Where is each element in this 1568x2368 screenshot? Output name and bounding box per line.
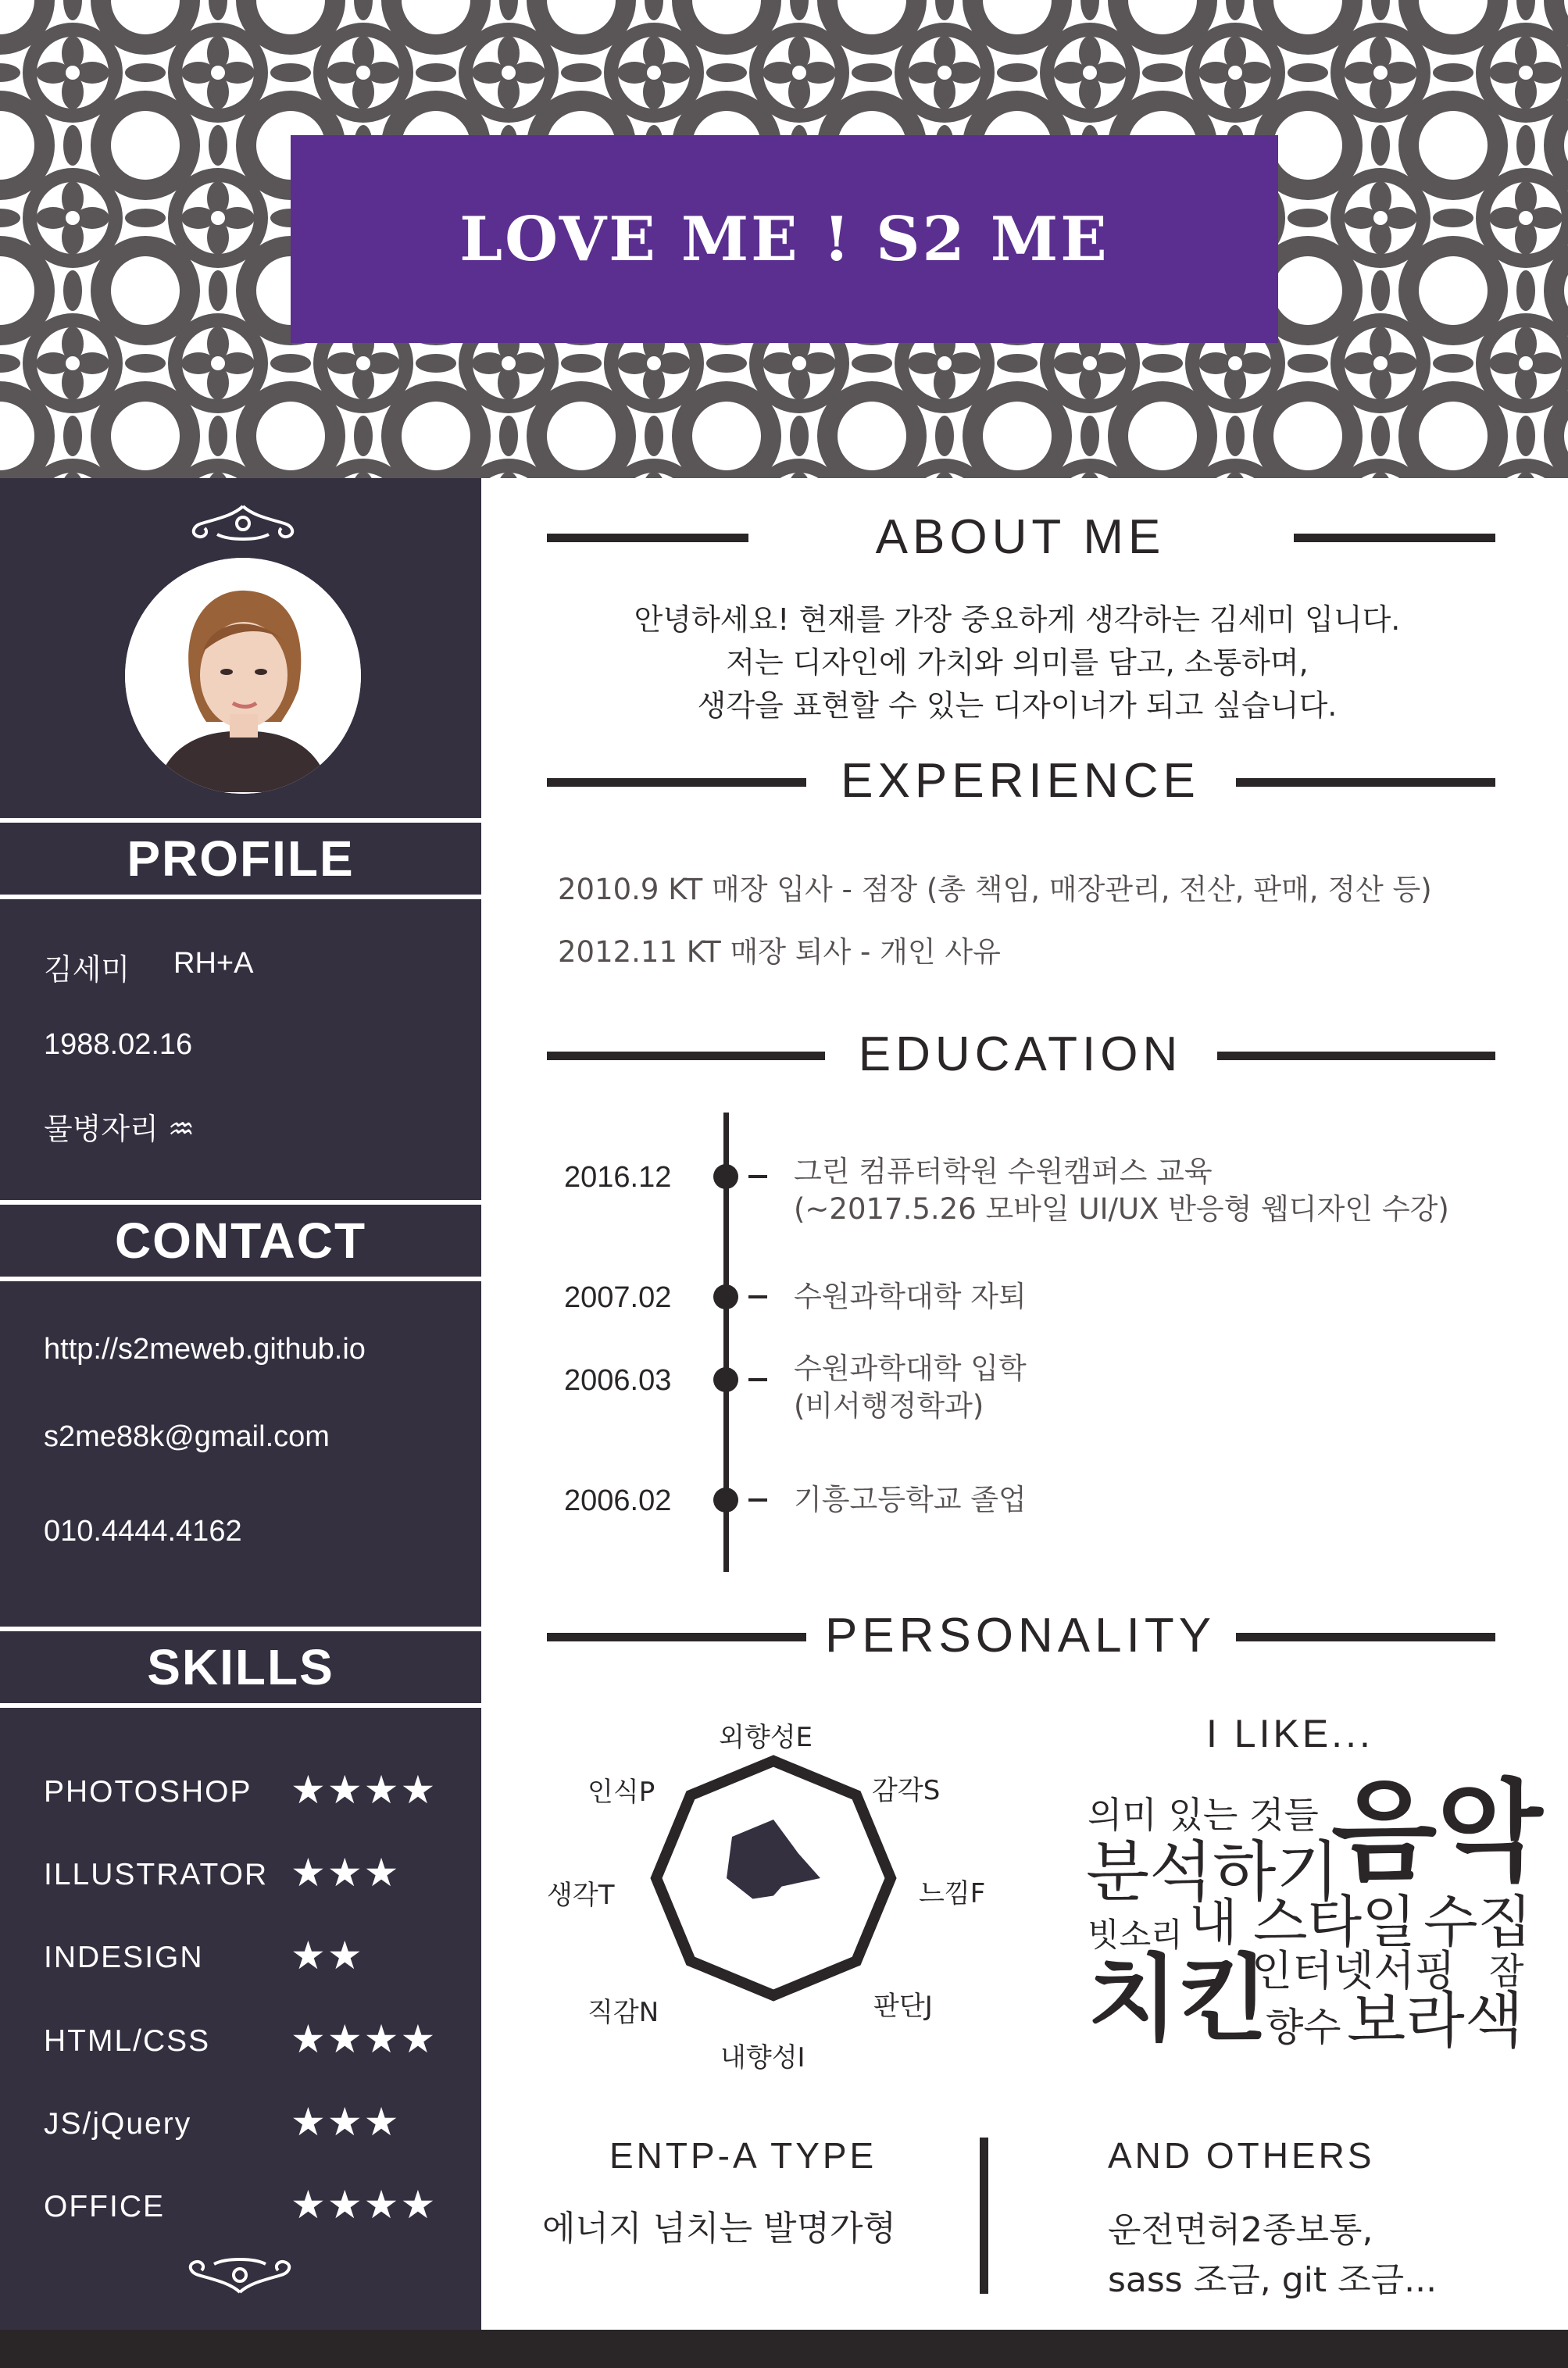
skill-name: JS/jQuery (44, 2107, 192, 2141)
contact-email[interactable]: s2me88k@gmail.com (44, 1420, 330, 1453)
radar-label: 인식P (588, 1777, 655, 1808)
education-date: 2016.12 (564, 1161, 672, 1194)
word-cloud-item: 스타일 (1253, 1889, 1416, 1955)
ornament-bottom-icon (183, 2255, 297, 2298)
profile-heading-bar (0, 818, 481, 899)
timeline-dash (748, 1175, 767, 1178)
skill-name: ILLUSTRATOR (44, 1858, 269, 1891)
section-rule (547, 1052, 825, 1060)
section-rule (1236, 1633, 1495, 1641)
education-desc-line: 수원과학대학 자퇴 (794, 1280, 1027, 1313)
skill-stars: ★★ (291, 1933, 364, 1978)
experience-item: 2012.11 KT 매장 퇴사 - 개인 사유 (558, 935, 1001, 969)
word-cloud-item: 인터넷서핑 (1252, 1946, 1455, 1995)
timeline-dash (748, 1498, 767, 1502)
experience-heading: EXPERIENCE (841, 754, 1200, 808)
contact-website[interactable]: http://s2meweb.github.io (44, 1333, 366, 1366)
type-heading: ENTP-A TYPE (609, 2135, 877, 2176)
skill-name: INDESIGN (44, 1941, 204, 1974)
section-rule (1217, 1052, 1495, 1060)
timeline-dot (713, 1367, 738, 1392)
radar-label: 생각T (547, 1880, 615, 1911)
timeline-dash (748, 1378, 767, 1381)
title-banner (291, 135, 1278, 343)
education-desc (794, 1278, 1027, 1316)
timeline-dash (748, 1295, 767, 1298)
skill-stars: ★★★★ (291, 1767, 438, 1813)
education-date: 2007.02 (564, 1281, 672, 1314)
profile-photo (125, 558, 361, 794)
others-line: 운전면허2종보통, (1108, 2210, 1373, 2250)
education-desc-line: 그린 컴퓨터학원 수원캠퍼스 교육 (794, 1155, 1213, 1188)
skill-name: OFFICE (44, 2190, 165, 2223)
contact-heading: CONTACT (114, 1213, 367, 1269)
contact-heading-bar (0, 1200, 481, 1281)
radar-area (727, 1820, 820, 1899)
profile-name: 김세미 (44, 952, 130, 987)
word-cloud-item: 보라색 (1347, 1986, 1524, 2056)
word-cloud-item: 향수 (1266, 2005, 1341, 2050)
personality-heading: PERSONALITY (824, 1609, 1216, 1663)
profile-heading: PROFILE (127, 830, 355, 887)
profile-blood-type: RH+A (173, 947, 254, 980)
column-divider (980, 2138, 988, 2294)
radar-label: 느낌F (919, 1878, 986, 1909)
skill-stars: ★★★★ (291, 2016, 438, 2062)
experience-item: 2010.9 KT 매장 입사 - 점장 (총 책임, 매장관리, 전산, 판매, 정산 등) (558, 873, 1432, 906)
profile-birthdate: 1988.02.16 (44, 1028, 193, 1061)
radar-label: 감각S (872, 1775, 941, 1806)
word-cloud-item: 분석하기 (1086, 1834, 1340, 1910)
word-cloud-item: 음악 (1331, 1769, 1543, 1896)
page-title: LOVE ME ! S2 ME (459, 203, 1109, 275)
timeline-dot (713, 1488, 738, 1513)
education-desc-line: (~2017.5.26 모바일 UI/UX 반응형 웹디자인 수강) (794, 1192, 1449, 1226)
timeline-dot (713, 1284, 738, 1309)
personality-radar-chart (641, 1745, 906, 2011)
footer-bar (0, 2330, 1568, 2368)
word-cloud-item: 빗소리 (1088, 1916, 1183, 1954)
education-desc-line: 기흥고등학교 졸업 (794, 1483, 1027, 1516)
section-rule (547, 778, 806, 787)
education-date: 2006.03 (564, 1364, 672, 1397)
word-cloud-item: 내 (1189, 1895, 1238, 1952)
skill-name: HTML/CSS (44, 2024, 211, 2058)
education-desc (794, 1481, 1027, 1519)
skills-heading-bar (0, 1627, 481, 1708)
ornament-top-icon (186, 500, 300, 544)
education-desc (794, 1350, 1027, 1425)
radar-label: 판단J (873, 1991, 933, 2022)
others-heading: AND OTHERS (1108, 2135, 1375, 2176)
about-text-line: 안녕하세요! 현재를 가장 중요하게 생각하는 김세미 입니다. (634, 602, 1401, 637)
word-cloud-item: 의미 있는 것들 (1088, 1794, 1319, 1836)
type-description: 에너지 넘치는 발명가형 (542, 2209, 897, 2248)
profile-zodiac: 물병자리 ♒ (44, 1112, 195, 1146)
word-cloud-item: 수집 (1423, 1889, 1533, 1955)
education-desc (794, 1153, 1449, 1228)
about-heading: ABOUT ME (875, 510, 1166, 564)
section-rule (1294, 534, 1495, 542)
contact-phone: 010.4444.4162 (44, 1515, 242, 1548)
skill-stars: ★★★ (291, 2099, 401, 2145)
skill-stars: ★★★ (291, 1850, 401, 1895)
section-rule (547, 534, 748, 542)
section-rule (547, 1633, 806, 1641)
word-cloud-item: 치킨 (1088, 1945, 1269, 2054)
education-date: 2006.02 (564, 1484, 672, 1517)
section-rule (1236, 778, 1495, 787)
radar-label: 내향성I (720, 2042, 805, 2073)
education-desc-line: (비서행정학과) (794, 1389, 984, 1423)
timeline-dot (713, 1164, 738, 1189)
radar-label: 직감N (588, 1997, 659, 2028)
skills-heading: SKILLS (147, 1639, 334, 1695)
about-text-line: 생각을 표현할 수 있는 디자이너가 되고 싶습니다. (697, 688, 1338, 723)
word-cloud-item: 잠 (1489, 1950, 1524, 1992)
skill-stars: ★★★★ (291, 2182, 438, 2227)
education-desc-line: 수원과학대학 입학 (794, 1352, 1027, 1385)
skill-name: PHOTOSHOP (44, 1775, 252, 1809)
others-line: sass 조금, git 조금... (1108, 2260, 1438, 2300)
ilike-heading: I LIKE... (1206, 1712, 1373, 1755)
radar-label: 외향성E (719, 1722, 813, 1753)
education-heading: EDUCATION (858, 1027, 1183, 1081)
about-text-line: 저는 디자인에 가치와 의미를 담고, 소통하며, (726, 645, 1309, 680)
